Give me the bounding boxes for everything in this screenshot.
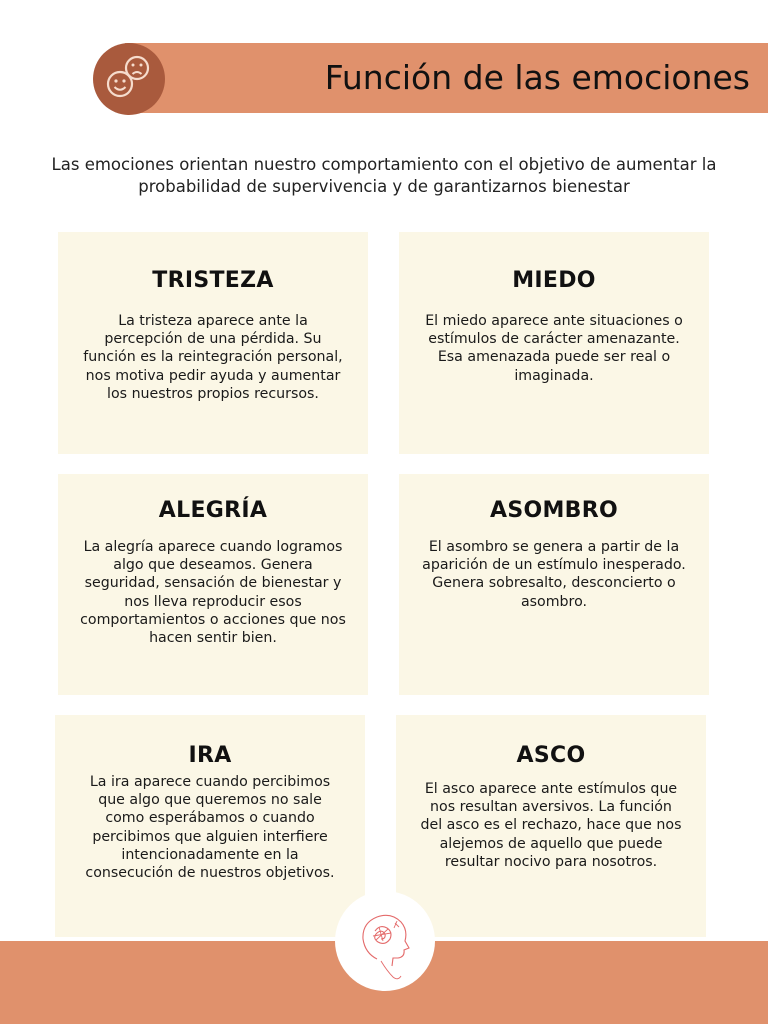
card-title: ASCO: [516, 743, 586, 768]
card-description: La tristeza aparece ante la percepción de una pérdida. Su función es la reintegración personal, nos motiva pedir ayuda y aumentar los nuestros propios recursos.: [83, 313, 343, 402]
footer-badge: [335, 891, 435, 991]
card-description: El asco aparece ante estímulos que nos resultan aversivos. La función del asco es el rechazo, hace que nos alejemos de aquello que puede resultar nocivo para nosotros.: [420, 781, 682, 870]
card-title: TRISTEZA: [152, 268, 274, 293]
card-asco: [396, 715, 706, 937]
head-scribble-icon: [335, 891, 435, 991]
card-miedo: [399, 232, 709, 454]
logo-badge: [93, 43, 165, 115]
card-title: MIEDO: [512, 268, 596, 293]
intro-text: Las emociones orientan nuestro comportamiento con el objetivo de aumentar la probabilidad de supervivencia y de garantizarnos bienestar: [51, 155, 717, 196]
card-title: IRA: [188, 743, 232, 768]
card-asombro: [399, 474, 709, 695]
card-description: La alegría aparece cuando logramos algo que deseamos. Genera seguridad, sensación de bienestar y nos lleva reproducir esos comportamientos o acciones que nos hacen sentir bien.: [80, 539, 346, 647]
card-alegria: [58, 474, 368, 695]
card-description: El asombro se genera a partir de la aparición de un estímulo inesperado. Genera sobresalto, desconcierto o asombro.: [422, 539, 686, 610]
card-title: ALEGRÍA: [158, 498, 268, 523]
faces-icon: [93, 43, 165, 115]
card-title: ASOMBRO: [490, 498, 618, 523]
card-description: El miedo aparece ante situaciones o estímulos de carácter amenazante. Esa amenazada puede ser real o imaginada.: [425, 313, 683, 384]
card-ira: [55, 715, 365, 937]
page-title: Función de las emociones: [324, 58, 750, 97]
card-tristeza: [58, 232, 368, 454]
card-description: La ira aparece cuando percibimos que algo que queremos no sale como esperábamos o cuando percibimos que alguien interfiere intencionadamente en la consecución de nuestros objetivos.: [85, 774, 335, 882]
